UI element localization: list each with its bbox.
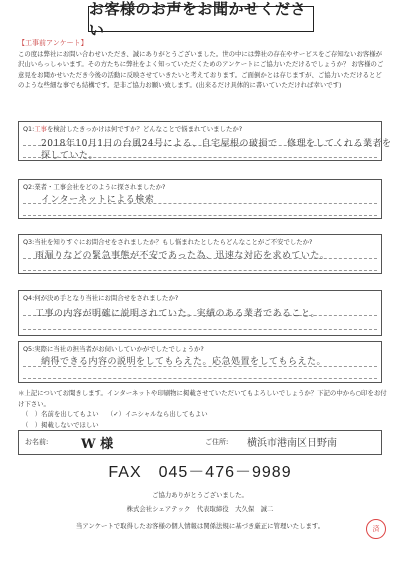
customer-info-box xyxy=(18,430,382,455)
question-box-3 xyxy=(18,234,382,274)
question-prefix: Q3: xyxy=(23,238,35,246)
customer-name: W 様 xyxy=(81,437,114,452)
question-prefix: Q1: xyxy=(23,125,35,133)
question-prefix: Q4: xyxy=(23,294,35,302)
option-name-label: 名前を出してもよい xyxy=(41,410,99,418)
permission-text: ＊上記についてお聞きします。インターネットや印刷物に掲載させていただいてもよろしいでしょうか？下記の中から○印をお付け下さい。 xyxy=(18,389,387,408)
question-label-3 xyxy=(19,235,381,246)
fax-number: FAX 045－476－9989 xyxy=(108,464,292,481)
checkbox-name[interactable]: （ ） xyxy=(22,410,42,418)
question-text: 業者・工事会社をどのように探されましたか? xyxy=(34,183,166,191)
intro-text: この度は弊社にお問い合わせいただき、誠にありがとうございました。世の中には弊社の存在やサービスをご存知ないお客様が沢山いらっしゃいます。その方たちに弊社をよく知っていただくためのアンケートにご協力いただけるでしょうか？ お客様のご意見をお聞かせいただき今後の活動に反映させていきたいと考えております。ご面倒かとは存じますが、ご協力いただけるとどのような些細な事でも結構です。是非ご協力お願い致します。(出来るだけ具体的に書いていただければ幸いです) xyxy=(18,50,384,90)
question-box-4 xyxy=(18,290,382,336)
option-initial-label: イニシャルなら出してもよい xyxy=(124,410,208,418)
approval-stamp-icon: 済 xyxy=(366,519,386,539)
question-box-1 xyxy=(18,121,392,161)
handwritten-answer: 2018年10月1日の台風24号による、自宅屋根の破損で 修理をしてくれる業者を xyxy=(41,139,392,149)
ruled-line xyxy=(23,329,377,330)
permission-options xyxy=(18,409,390,420)
ruled-line xyxy=(23,270,377,271)
question-label-1 xyxy=(19,122,381,133)
checkbox-initial[interactable]: （✓） xyxy=(106,410,125,418)
handwritten-answer: インターネットによる検索 xyxy=(41,195,155,205)
name-label: お名前: xyxy=(25,438,49,446)
footer-privacy: 当アンケートで取得したお客様の個人情報は関係法規に基づき厳正に管理いたします。 xyxy=(75,522,325,530)
question-label-5 xyxy=(19,342,381,353)
question-label-4 xyxy=(19,291,381,302)
question-prefix: Q2: xyxy=(23,183,35,191)
question-text: 何が決め手となり当社にお問合せをされましたか? xyxy=(34,294,179,302)
handwritten-answer: 工事の内容が明確に説明されていた。実績のある業者であること。 xyxy=(35,309,321,319)
handwritten-answer: 納得できる内容の説明をしてもらえた。応急処置をしてもらえた。 xyxy=(41,357,327,367)
checkbox-no-publish[interactable]: （ ） xyxy=(22,420,42,429)
permission-options-2 xyxy=(18,420,390,431)
question-box-5 xyxy=(18,341,382,383)
footer-thanks: ご協力ありがとうございました。 xyxy=(152,491,248,499)
question-box-2 xyxy=(18,179,382,219)
question-prefix: Q5: xyxy=(23,345,35,353)
section-tag: 【工事前アンケート】 xyxy=(18,39,88,47)
permission-section xyxy=(18,388,390,430)
question-label-2 xyxy=(19,180,381,191)
question-text: 実際に当社の担当者がお伺いしていかがでしたでしょうか? xyxy=(34,345,204,353)
page-title: お客様のお声をお聞かせください xyxy=(88,6,314,32)
handwritten-answer: 探していた。 xyxy=(41,151,99,161)
handwritten-answer: 雨漏りなどの緊急事態が不安であった為、迅速な対応を求めていた。 xyxy=(35,251,330,261)
question-highlight: 工事 xyxy=(34,125,48,133)
question-text: 当社を知りすぐにお問合せをされましたか？もし悩まれたとしたらどんなことがご不安でしたか? xyxy=(34,238,313,246)
option-no-publish-label: 掲載しないでほしい xyxy=(41,420,99,429)
footer-company: 株式会社シェアテック 代表取締役 大久保 誠二 xyxy=(126,505,274,513)
address-label: ご住所: xyxy=(205,438,229,446)
customer-address: 横浜市港南区日野南 xyxy=(247,438,337,449)
question-text: を検討したきっかけは何ですか？どんなことで悩まれていましたか? xyxy=(47,125,243,133)
ruled-line xyxy=(23,215,377,216)
ruled-line xyxy=(23,378,377,379)
